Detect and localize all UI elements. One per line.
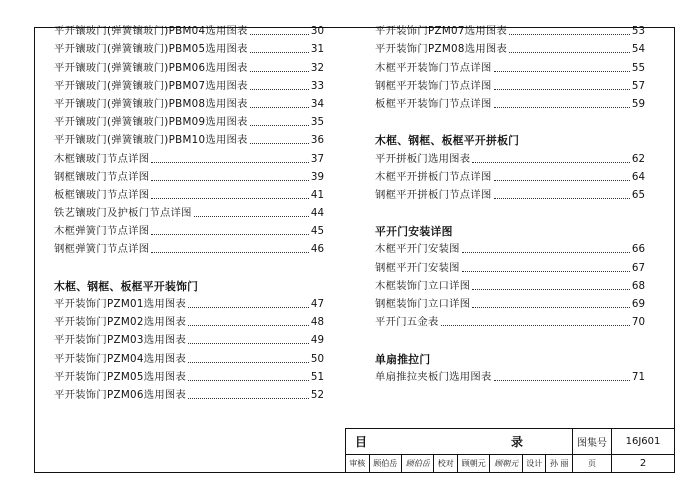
toc-entry-title: 钢框弹簧门节点详图 (54, 243, 150, 256)
section-heading (375, 129, 645, 147)
check-label: 校对 (434, 455, 458, 473)
toc-entry-page: 51 (310, 370, 324, 383)
toc-entry-page: 53 (631, 25, 645, 38)
leader-dots (472, 162, 630, 163)
leader-dots (250, 71, 309, 72)
toc-entry (54, 166, 324, 184)
toc-entry-page: 30 (310, 25, 324, 38)
toc-entry-page: 52 (310, 388, 324, 401)
toc-entry (54, 366, 324, 384)
toc-section-list (54, 293, 324, 402)
toc-entry (54, 311, 324, 329)
leader-dots (494, 198, 630, 199)
toc-entry (54, 202, 324, 220)
toc-entry-title: 平开装饰门PZM08选用图表 (375, 43, 508, 56)
toc-entry-title: 钢框平开门安装图 (375, 261, 460, 274)
toc-entry-page: 59 (631, 97, 645, 110)
toc-list-left (54, 20, 324, 256)
toc-entry-title: 平开镶玻门(弹簧镶玻门)PBM10选用图表 (54, 134, 248, 147)
section-heading-text: 平开门安装详图 (375, 225, 453, 239)
leader-dots (250, 143, 309, 144)
toc-entry-title: 平开镶玻门(弹簧镶玻门)PBM04选用图表 (54, 25, 248, 38)
toc-entry-page: 65 (631, 188, 645, 201)
toc-entry-title: 木框平开装饰门节点详图 (375, 61, 492, 74)
review-label: 审核 (346, 455, 370, 473)
toc-entry (375, 20, 645, 38)
leader-dots (188, 307, 309, 308)
section-heading-text: 木框、钢框、板框平开装饰门 (54, 279, 199, 293)
leader-dots (472, 289, 630, 290)
toc-entry (375, 166, 645, 184)
toc-entry-title: 木框平开拼板门节点详图 (375, 170, 492, 183)
toc-entry (54, 56, 324, 74)
toc-entry-page: 62 (631, 152, 645, 165)
toc-entry-page: 54 (631, 43, 645, 56)
section-heading-text: 单扇推拉门 (375, 352, 431, 366)
leader-dots (462, 252, 630, 253)
toc-entry-title: 木框平开门安装图 (375, 243, 460, 256)
toc-entry-title: 铁艺镶玻门及护板门节点详图 (54, 207, 192, 220)
toc-entry-title: 平开拼板门选用图表 (375, 152, 471, 165)
leader-dots (494, 107, 630, 108)
toc-entry (54, 329, 324, 347)
toc-entry-page: 37 (310, 152, 324, 165)
toc-entry-page: 36 (310, 134, 324, 147)
toc-entry-title: 平开装饰门PZM02选用图表 (54, 316, 187, 329)
leader-dots (151, 252, 309, 253)
toc-entry-page: 35 (310, 116, 324, 129)
toc-entry (375, 366, 645, 384)
toc-entry-title: 平开镶玻门(弹簧镶玻门)PBM07选用图表 (54, 79, 248, 92)
designer-name: 孙 丽 (546, 455, 573, 473)
section-heading (375, 347, 645, 365)
section-heading (375, 220, 645, 238)
toc-entry-page: 69 (631, 298, 645, 310)
toc-entry (375, 256, 645, 274)
leader-dots (441, 325, 630, 326)
toc-entry (54, 384, 324, 402)
toc-entry-title: 平开镶玻门(弹簧镶玻门)PBM05选用图表 (54, 43, 248, 56)
toc-right-sections (375, 111, 645, 384)
toc-right-column (375, 20, 645, 384)
toc-section-list (375, 238, 645, 329)
toc-entry (375, 38, 645, 56)
toc-entry (375, 275, 645, 293)
toc-entry-page: 48 (310, 316, 324, 329)
toc-entry-title: 平开镶玻门(弹簧镶玻门)PBM06选用图表 (54, 61, 248, 74)
reviewer-name: 顾伯岳 (369, 455, 401, 473)
leader-dots (188, 325, 309, 326)
leader-dots (494, 89, 630, 90)
leader-dots (188, 380, 309, 381)
toc-entry-page: 31 (310, 43, 324, 56)
leader-dots (188, 398, 309, 399)
toc-entry-page: 39 (310, 170, 324, 183)
toc-entry (54, 93, 324, 111)
leader-dots (250, 34, 309, 35)
toc-entry-page: 68 (631, 279, 645, 292)
leader-dots (250, 52, 309, 53)
toc-entry-title: 平开装饰门PZM05选用图表 (54, 370, 187, 383)
leader-dots (151, 180, 309, 181)
toc-entry-title: 单扇推拉夹板门选用图表 (375, 370, 492, 383)
toc-entry (54, 238, 324, 256)
leader-dots (509, 34, 630, 35)
toc-entry-page: 71 (631, 370, 645, 383)
toc-entry (54, 220, 324, 238)
checker-name: 顾朝元 (458, 455, 490, 473)
leader-dots (151, 234, 309, 235)
section-heading (54, 275, 324, 293)
leader-dots (472, 307, 630, 308)
toc-entry-title: 木框镶玻门节点详图 (54, 152, 150, 165)
toc-entry-title: 平开装饰门PZM03选用图表 (54, 334, 187, 347)
toc-entry-page: 45 (310, 225, 324, 238)
toc-entry (375, 75, 645, 93)
toc-entry (375, 93, 645, 111)
title-block (345, 428, 675, 473)
toc-entry (54, 20, 324, 38)
leader-dots (250, 125, 309, 126)
leader-dots (494, 71, 630, 72)
page-number: 2 (612, 455, 675, 473)
toc-entry (375, 147, 645, 165)
toc-entry-title: 钢框装饰门立口详图 (375, 298, 471, 310)
toc-entry-page: 57 (631, 79, 645, 92)
title-block-title: 目 录 (346, 429, 573, 455)
leader-dots (194, 216, 309, 217)
toc-entry-page: 66 (631, 243, 645, 256)
toc-entry-page: 55 (631, 61, 645, 74)
leader-dots (151, 162, 309, 163)
toc-entry-title: 钢框平开装饰门节点详图 (375, 79, 492, 92)
leader-dots (250, 107, 309, 108)
page-label: 页 (573, 455, 612, 473)
leader-dots (188, 343, 309, 344)
toc-entry-title: 平开镶玻门(弹簧镶玻门)PBM08选用图表 (54, 97, 248, 110)
toc-entry-page: 64 (631, 170, 645, 183)
toc-entry-title: 平开镶玻门(弹簧镶玻门)PBM09选用图表 (54, 116, 248, 129)
toc-entry-title: 木框弹簧门节点详图 (54, 225, 150, 238)
leader-dots (509, 52, 630, 53)
toc-entry-page: 32 (310, 61, 324, 74)
toc-entry (54, 347, 324, 365)
toc-entry-title: 平开装饰门PZM07选用图表 (375, 25, 508, 38)
leader-dots (494, 180, 630, 181)
toc-entry-title: 平开装饰门PZM01选用图表 (54, 298, 187, 310)
toc-entry (375, 311, 645, 329)
toc-entry (375, 184, 645, 202)
toc-entry-title: 木框装饰门立口详图 (375, 279, 471, 292)
toc-entry (375, 293, 645, 311)
toc-entry-title: 钢框平开拼板门节点详图 (375, 188, 492, 201)
toc-entry-title: 平开门五金表 (375, 316, 439, 329)
leader-dots (151, 198, 309, 199)
toc-entry (54, 293, 324, 311)
toc-left-column (54, 20, 324, 402)
toc-entry-page: 46 (310, 243, 324, 256)
toc-entry (375, 238, 645, 256)
atlas-label: 图集号 (573, 429, 612, 455)
toc-entry-page: 49 (310, 334, 324, 347)
design-label: 设计 (522, 455, 546, 473)
leader-dots (250, 89, 309, 90)
toc-entry-title: 板框平开装饰门节点详图 (375, 97, 492, 110)
toc-entry (54, 111, 324, 129)
toc-entry-page: 33 (310, 79, 324, 92)
reviewer-signature: 顾伯岳 (402, 455, 434, 473)
toc-entry-page: 44 (310, 207, 324, 220)
toc-entry-title: 平开装饰门PZM04选用图表 (54, 352, 187, 365)
leader-dots (188, 362, 309, 363)
atlas-number: 16J601 (612, 429, 675, 455)
toc-entry (54, 38, 324, 56)
section-heading-text: 木框、钢框、板框平开拼板门 (375, 134, 520, 148)
toc-entry (54, 147, 324, 165)
toc-entry-title: 平开装饰门PZM06选用图表 (54, 388, 187, 401)
toc-entry-title: 钢框镶玻门节点详图 (54, 170, 150, 183)
toc-entry (54, 75, 324, 93)
toc-entry (375, 56, 645, 74)
toc-entry (54, 184, 324, 202)
toc-entry-title: 板框镶玻门节点详图 (54, 188, 150, 201)
checker-signature: 顾朝元 (490, 455, 522, 473)
toc-section-list (375, 147, 645, 202)
toc-section-list (375, 366, 645, 384)
toc-list-right (375, 20, 645, 111)
toc-entry-page: 47 (310, 298, 324, 310)
toc-entry-page: 67 (631, 261, 645, 274)
toc-entry-page: 34 (310, 97, 324, 110)
toc-entry (54, 129, 324, 147)
toc-entry-page: 50 (310, 352, 324, 365)
toc-entry-page: 70 (631, 316, 645, 329)
leader-dots (462, 271, 630, 272)
leader-dots (494, 380, 630, 381)
toc-entry-page: 41 (310, 188, 324, 201)
